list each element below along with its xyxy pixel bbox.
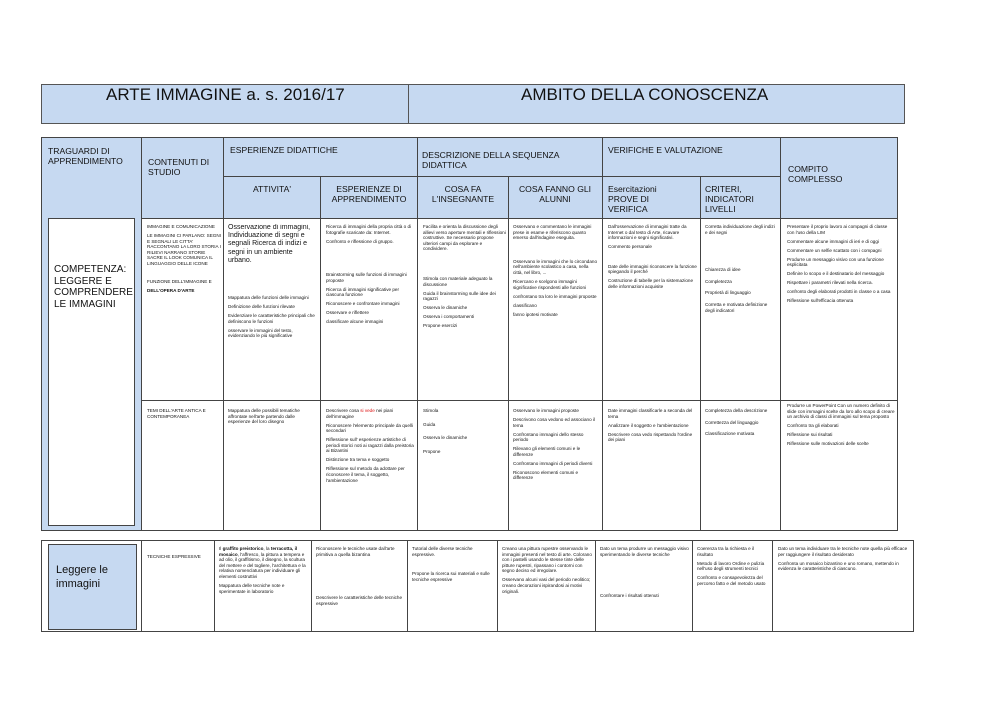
main-table [41, 137, 898, 531]
header-descrizione: DESCRIZIONE DELLA SEQUENZA DIDATTICA [422, 150, 560, 170]
row3-attivita: Il graffito preistorico, la terracotta, il mosaico, l'affresco, la pittura a tempera e ad olio, il graffitismo, il disegno, la scultura del mettere e del togliere, l'architettura e la relativa nomenclatura per individuare gli elementi costruttivi Mappatura delle tecniche note e sperimentate in laboratorio [219, 546, 306, 594]
row2-alunni: Osservano le immagini proposte Descrivono cosa vedono ed associano il tema Confrontano immagini dello stesso periodo Rilevano gli elementi comuni e le differenze Confrontano immagini di periodi diversi Riconoscono elementi comuni e differenze [513, 408, 595, 481]
leggere-label: Leggere le immagini [56, 564, 108, 590]
row2-compito: Produrre un PowerPoint Con un numero definito di slide con immagini scelte da loro allo scopo di creare un archivio di classi di immagini sul tema proposto Confronto tra gli elaborati Riflessione sui risultati Riflessione sulle motivazioni delle scelte [787, 403, 895, 447]
row2-attivita: Mappatura delle possibili tematiche affrontate nell'arte partendo dalle esperienze del loro disegno [228, 408, 300, 425]
row2-esperienze: Descrivere cosa si vede nei piani dell'immagine Riconoscere l'elemento principale da quelli secondari Riflessione sull' esperienze artistiche di periodi storici noti ai ragazzi dalla preistoria ai Bizantini Distinzione tra tema e soggetto Riflessione sul metodo da adottare per riconoscere il tema, il soggetto, l'ambientazione [326, 408, 414, 483]
row1-prove: Dall'osservazione di immagini tratte da Internet o dal testo di Arte, ricavare informazioni e segni significativi. Commento personale Date delle immagini riconoscere la funzione spiegando il perché Costruzione di tabelle per la sistemazione delle informazioni acquisite [608, 224, 697, 289]
header-traguardi: TRAGUARDI DI APPRENDIMENTO [48, 146, 123, 166]
row2-criteri: Completezza della descrizione Correttezza del linguaggio Classificazione motivata [705, 408, 768, 437]
row1-alunni: Osservano e commentano le immagini prese in esame e riferiscono quanto emerso dall'indagine eseguita. Osservano le immagini che lo circondano nell'ambiente scolastico a casa, nella città, nel libro, ... Ricercano e scelgono immagini significative rispondenti alle funzioni confrontano tra loro le immagini proposte classificano fanno ipotesi motivate [513, 224, 598, 317]
header-cosa-fanno: COSA FANNO GLI ALUNNI [518, 184, 592, 204]
header-cosa-fa: COSA FA L'INSEGNANTE [431, 184, 495, 204]
row3-esperienze: Riconoscere le tecniche usate dall'arte primitiva a quella bizantina Descrivere le caratteristiche delle tecniche espressive [316, 546, 403, 606]
row1-criteri: Corretta individuazione degli indizi e dei segni Chiarezza di idee Completezza Proprietà di linguaggio Corretta e motivata definizione degli indicatori [705, 224, 775, 313]
row1-esperienze: Ricerca di immagini della propria città o di fotografie scaricate da: Internet. Confronto e riflessione di gruppo. Brainstorming sulle funzioni di immagini proposte Ricerca di immagini significative per ciascuna funzione Riconoscere e confrontare immagini Osservare e riflettere classificare alcune immagini [326, 224, 412, 325]
row3-insegnante: Tutorial delle diverse tecniche espressive. Propone la ricerca sui materiali e sulle tecniche espressive [412, 546, 490, 582]
row1-attivita: Osservazione di immagini, Individuazione di segni e segnali Ricerca di indizi e segni in un ambiente urbano. Mappatura delle funzioni delle immagini Definizione delle funzioni rilevate Evidenziare le caratteristiche principali che definiscono le funzioni osservare le immagini del testo, evidenziando le più significative [228, 224, 315, 339]
header-verifiche: VERIFICHE E VALUTAZIONE [608, 145, 723, 155]
row3-contenuti: TECNICHE ESPRESSIVE [147, 554, 201, 559]
header-compito: COMPITO COMPLESSO [788, 164, 843, 184]
row2-insegnante: Stimola Guida Osserva le dinamiche Propone [423, 408, 468, 454]
row1-compito: Presentare il proprio lavoro ai compagni di classe con l'uso della LIM Commentare alcune immagini di ieri e di oggi Commentare un selfie scattato con i compagni Produrre un messaggio visivo con una funzione esplicitata Definire lo scopo e il destinatario del messaggio Rispettare i parametri rilevati nella ricerca. confronto degli elaborati prodotti in classe o a casa Riflessione sull'efficacia ottenuta [787, 224, 891, 304]
row3-compito: Dato un tema individuare tra le tecniche note quella più efficace per raggiungere il risultato desiderato Confronta un mosaico bizantino e uno romano, mettendo in evidenza le caratteristiche di ciascuno. [778, 546, 908, 572]
header-contenuti: CONTENUTI DI STUDIO [148, 157, 210, 177]
competenza-label: COMPETENZA: LEGGERE E COMPRENDERE LE IMMAGINI [54, 264, 133, 310]
bottom-table [41, 540, 914, 632]
header-esercitazioni: Esercitazioni PROVE DI VERIFICA [608, 184, 657, 214]
title-left: ARTE IMMAGINE a. s. 2016/17 [106, 85, 345, 104]
title-right: AMBITO DELLA CONOSCENZA [521, 85, 769, 104]
title-divider [408, 85, 409, 123]
row3-alunni: Creano una pittura rupestre osservando le immagini presenti nel testo di arte. Colorano con i pastelli usando le stesse tinte delle pitture rupestri, ripassano i contorni con segno deciso ed irregolare. Osservano alcuni vasi del periodo neolitico; creano decorazioni ispirandosi ai motivi originali. [502, 546, 592, 594]
header-criteri: CRITERI, INDICATORI LIVELLI [705, 184, 754, 214]
header-esperienze-app: ESPERIENZE DI APPRENDIMENTO [331, 184, 407, 204]
header-esperienze: ESPERIENZE DIDATTICHE [230, 145, 338, 155]
row2-contenuti: TEMI DELL'ARTE ANTICA E CONTEMPORANEA [147, 408, 206, 419]
header-attivita: ATTIVITA' [252, 184, 292, 194]
title-band [41, 84, 905, 124]
row1-insegnante: Facilita e orienta la discussione degli allievi verso aperture mentali e riflessioni costruttive. Se necessario propone ulteriori campi da esplorare e condividere. Stimola con materiale adeguato la discussione Guida il brainstorming sulle idee dei ragazzi Osserva le dinamiche Osserva i comportamenti Propone esercizi [423, 224, 506, 329]
row3-criteri: Coerenza tra la richiesta e il risultato Metodo di lavoro Ordine e pulizia nell'uso degli strumenti tecnici Confronto e consapevolezza del percorso fatto e del metodo usato [697, 546, 766, 586]
row1-contenuti: IMMAGINE E COMUNICAZIONE LE IMMAGINI CI PARLANO: SEGNI E SEGNALI LE CITTA' RACCONTANO LA LORO STORIA I RILIEVI NARRANO STORIE SACRE IL LOOK COMUNICA IL LINGUAGGIO DELLE ICONE FUNZIONE DELL'IMMAGINE E DELL'OPERA D'ARTE [147, 224, 221, 293]
row3-prove: Dato un tema produrre un messaggio visivo sperimentando le diverse tecniche Confrontare i risultati ottenuti [600, 546, 689, 599]
row2-prove: Date immagini classificarle a seconda del tema Analizzare il soggetto e l'ambientazione Descrivere cosa vedo rispettando l'ordine dei piani [608, 408, 693, 443]
